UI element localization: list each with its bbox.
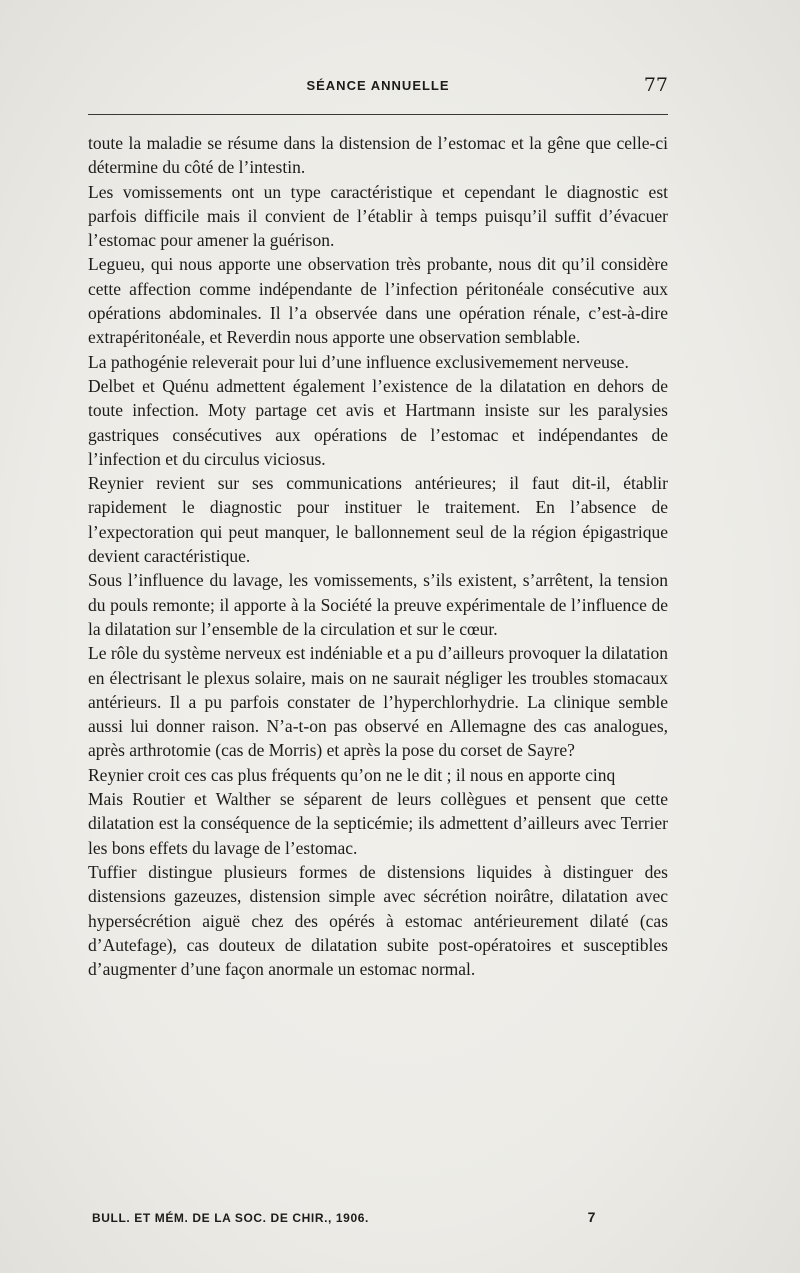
paragraph-5: Delbet et Quénu admettent également l’existence de la dilatation en dehors de toute infection. Moty partage cet avis et Hartmann insiste sur les paralysies gastriques consécutives aux opérations de l’estomac et indépendantes de l’infection et du circulus viciosus. xyxy=(88,375,668,469)
paragraph-4: La pathogénie releverait pour lui d’une influence exclusivemement nerveuse. xyxy=(88,351,629,372)
paragraph-3: Legueu, qui nous apporte une observation très probante, nous dit qu’il considère cette affection comme indépendante de l’infection péritonéale consécutive aux opérations abdominales. Il l’a observée dans une opération rénale, c’est-à-dire extrapéritonéale, et Reverdin nous apporte une observation semblable. xyxy=(88,254,668,348)
paragraph-7: Sous l’influence du lavage, les vomissements, s’ils existent, s’arrêtent, la tension du pouls remonte; il apporte à la Société la preuve expérimentale de l’influence de la dilatation sur l’ensemble de la circulation et sur le cœur. xyxy=(88,570,668,639)
paragraph-1: toute la maladie se résume dans la distension de l’estomac et la gêne que celle-ci détermine du côté de l’intestin. xyxy=(88,133,668,178)
paragraph-2: Les vomissements ont un type caractéristique et cependant le diagnostic est parfois difficile mais il convient de l’établir à temps puisqu’il suffit d’évacuer l’estomac pour amener la guérison. xyxy=(88,181,668,251)
paragraph-6: Reynier revient sur ses communications antérieures; il faut dit-il, établir rapidement le diagnostic pour instituer le traitement. En l’absence de l’expectoration qui peut manquer, le ballonnement seul de la région épigastrique devient caractéristique. xyxy=(88,473,668,567)
footer-signature: BULL. ET MÉM. DE LA SOC. DE CHIR., 1906. xyxy=(92,1211,369,1225)
paragraph-8: Le rôle du système nerveux est indéniable et a pu d’ailleurs provoquer la dilatation en électrisant le plexus solaire, mais on ne saurait négliger les troubles stomacaux antérieurs. Il a pu parfois constater de l’hyperchlorhydrie. La clinique semble aussi lui donner raison. N’a-t-on pas observé en Allemagne des cas analogues, après arthrotomie (cas de Morris) et après la pose du corset de Sayre? xyxy=(88,643,668,761)
paragraph-9: Reynier croit ces cas plus fréquents qu’on ne le dit ; il nous en apporte cinq xyxy=(88,764,616,785)
running-title: SÉANCE ANNUELLE xyxy=(306,78,450,93)
paragraph-11: Tuffier distingue plusieurs formes de distensions liquides à distinguer des distensions gazeuzes, distension simple avec sécrétion noirâtre, dilatation avec hypersécrétion aiguë chez des opérés à estomac antérieurement dilaté (cas d’Autefage), cas douteux de dilatation subite post-opératoires et susceptibles d’augmenter d’une façon anormale un estomac normal. xyxy=(88,861,668,980)
page-footer xyxy=(92,1211,596,1231)
page-number: 77 xyxy=(643,74,668,96)
running-head xyxy=(88,74,668,100)
footer-sheet-number: 7 xyxy=(587,1209,596,1225)
body-text xyxy=(88,131,668,981)
header-rule xyxy=(88,114,668,115)
paragraph-10: Mais Routier et Walther se séparent de leurs collègues et pensent que cette dilatation est la conséquence de la septicémie; ils admettent d’ailleurs avec Terrier les bons effets du lavage de l’estomac. xyxy=(88,789,668,858)
